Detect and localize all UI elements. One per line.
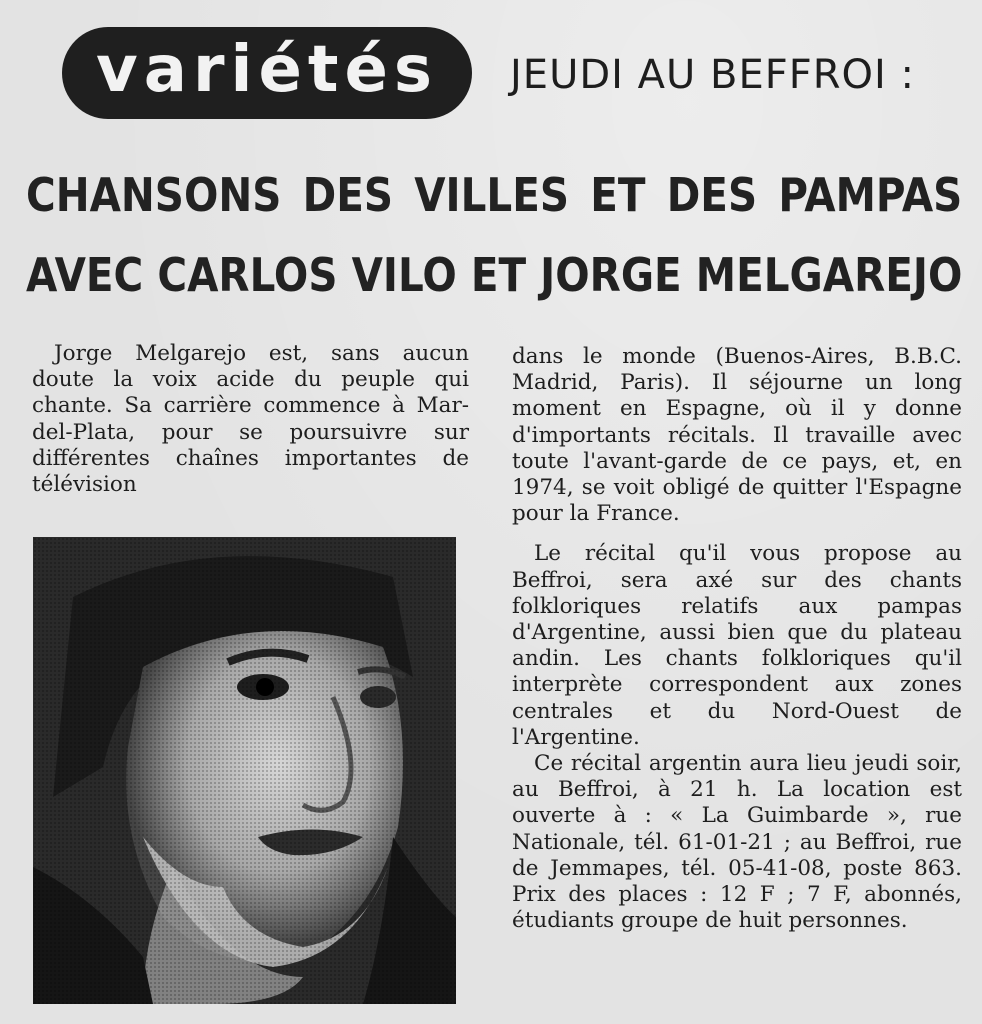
headline-line-2: AVEC CARLOS VILO ET JORGE MELGAREJO (26, 248, 963, 302)
headline-line-1: CHANSONS DES VILLES ET DES PAMPAS (26, 168, 963, 222)
body-column-right (512, 344, 962, 934)
body-paragraph: Jorge Melgarejo est, sans aucun doute la voix acide du peuple qui chante. Sa carrière commence à Mar-del-Plata, pour se poursuivre sur différentes chaînes importantes de télévision (32, 341, 469, 498)
section-badge-label: variétés (96, 33, 438, 107)
body-paragraph: Le récital qu'il vous propose au Beffroi, sera axé sur des chants folkloriques relatifs aux pampas d'Argentine, aussi bien que du plateau andin. Les chants folkloriques qu'il interprète correspondent aux zones centrales et du Nord-Ouest de l'Argentine. (512, 541, 962, 750)
portrait-photo (33, 537, 456, 1004)
body-paragraph: dans le monde (Buenos-Aires, B.B.C. Madrid, Paris). Il séjourne un long moment en Espagne, où il y donne d'importants récitals. Il travaille avec toute l'avant-garde de ce pays, et, en 1974, se voit obligé de quitter l'Espagne pour la France. (512, 344, 962, 527)
portrait-photo-icon (33, 537, 456, 1004)
body-column-left (32, 341, 469, 498)
section-badge (62, 27, 472, 119)
body-paragraph: Ce récital argentin aura lieu jeudi soir, au Beffroi, à 21 h. La location est ouverte à : « La Guimbarde », rue Nationale, tél. 61-01-21 ; au Beffroi, rue de Jemmapes, tél. 05-41-08, poste 863. Prix des places : 12 F ; 7 F, abonnés, étudiants groupe de huit personnes. (512, 751, 962, 934)
kicker-title: JEUDI AU BEFFROI : (510, 52, 916, 98)
